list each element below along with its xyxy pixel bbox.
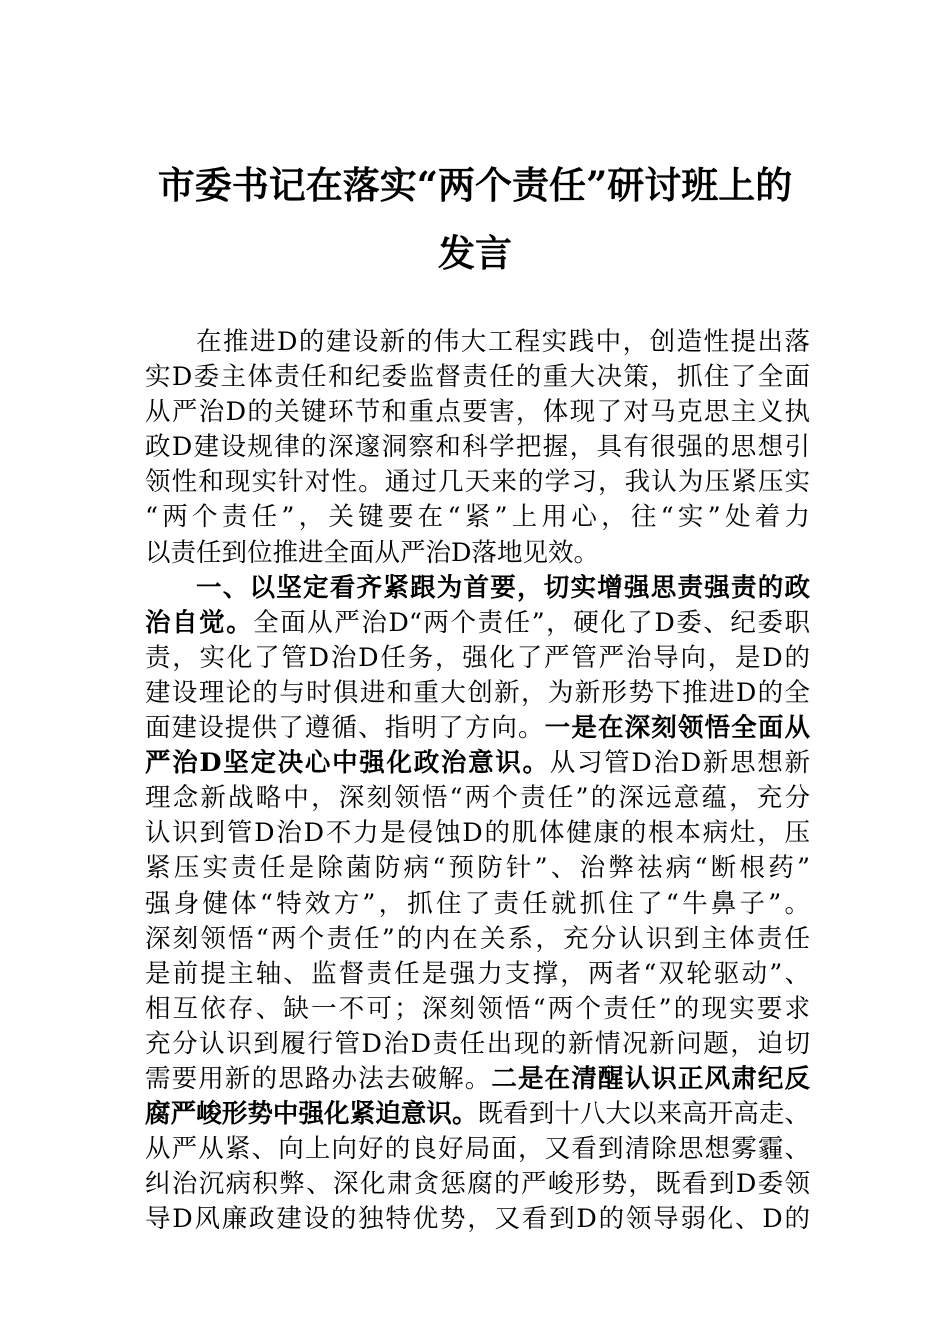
text-line — [145, 641, 810, 676]
text-line — [145, 922, 810, 957]
text-segment: 深刻领悟“两个责任”的内在关系，充分认识到主体责任 — [145, 923, 810, 954]
text-line — [145, 500, 810, 535]
text-line — [145, 992, 810, 1027]
text-segment: 充分认识到履行管D治D责任出现的新情况新问题，迫切 — [145, 1028, 810, 1059]
text-segment: 建设理论的与时俱进和重大创新，为新形势下推进D的全 — [145, 677, 810, 708]
text-segment: 以责任到位推进全面从严治D落地见效。 — [145, 537, 599, 568]
document-title-line-2: 发言 — [438, 231, 512, 275]
text-line — [145, 1027, 810, 1062]
text-line — [145, 676, 810, 711]
text-line — [145, 571, 810, 606]
text-segment: 从严治D的关键环节和重点要害，体现了对马克思主义执 — [145, 397, 810, 428]
text-segment: 是前提主轴、监督责任是强力支撑，两者“双轮驱动”、 — [145, 958, 810, 989]
text-line — [145, 395, 810, 430]
text-segment: 强身健体“特效方”，抓住了责任就抓住了“牛鼻子”。 — [145, 888, 810, 919]
text-line — [145, 887, 810, 922]
text-segment: 领性和现实针对性。通过几天来的学习，我认为压紧压实 — [145, 467, 810, 498]
text-segment: 既看到十八大以来高开高走、 — [477, 1099, 810, 1130]
text-line — [145, 1097, 810, 1132]
text-line — [145, 465, 810, 500]
bold-text-segment: 一、以坚定看齐紧跟为首要，切实增强思责强责的政 — [196, 572, 810, 603]
text-line — [145, 746, 810, 781]
text-line — [145, 536, 810, 571]
text-segment: 认识到管D治D不力是侵蚀D的肌体健康的根本病灶，压 — [145, 818, 810, 849]
document-title-line-1: 市委书记在落实“两个责任”研讨班上的 — [157, 163, 793, 207]
text-segment: 导D风廉政建设的独特优势，又看到D的领导弱化、D的 — [145, 1204, 810, 1235]
text-line — [145, 606, 810, 641]
text-line — [145, 430, 810, 465]
text-segment: 在推进D的建设新的伟大工程实践中，创造性提出落 — [196, 327, 810, 357]
text-line — [145, 851, 810, 886]
text-segment: 责，实化了管D治D任务，强化了严管严治导向，是D的 — [145, 642, 810, 673]
text-segment: “两个责任”，关键要在“紧”上用心，往“实”处着力 — [145, 502, 810, 533]
text-line — [145, 781, 810, 816]
text-segment: 政D建设规律的深邃洞察和科学把握，具有很强的思想引 — [145, 432, 810, 463]
document-body — [145, 325, 810, 1237]
text-segment: 从习管D治D新思想新 — [549, 748, 810, 779]
text-line — [145, 1062, 810, 1097]
text-line — [145, 1132, 810, 1167]
bold-text-segment: 二是在清醒认识正风肃纪反 — [491, 1063, 810, 1094]
text-line — [145, 711, 810, 746]
text-segment: 理念新战略中，深刻领悟“两个责任”的深远意蕴，充分 — [145, 783, 810, 814]
text-line — [145, 1167, 810, 1202]
bold-text-segment: 严治D坚定决心中强化政治意识。 — [145, 748, 550, 779]
text-segment: 需要用新的思路办法去破解。 — [145, 1063, 492, 1094]
text-segment: 从严从紧、向上向好的良好局面，又看到清除思想雾霾、 — [145, 1134, 810, 1165]
text-line — [145, 325, 810, 360]
text-segment: 纠治沉病积弊、深化肃贪惩腐的严峻形势，既看到D委领 — [145, 1169, 810, 1200]
text-line — [145, 816, 810, 851]
text-segment: 相互依存、缺一不可；深刻领悟“两个责任”的现实要求 — [145, 993, 810, 1024]
text-line — [145, 957, 810, 992]
text-segment: 全面从严治D“两个责任”，硬化了D委、纪委职 — [253, 607, 810, 638]
bold-text-segment: 腐严峻形势中强化紧迫意识。 — [145, 1099, 478, 1130]
text-line — [145, 360, 810, 395]
text-segment: 实D委主体责任和纪委监督责任的重大决策，抓住了全面 — [145, 362, 810, 393]
text-line — [145, 1202, 810, 1237]
bold-text-segment: 治自觉。 — [145, 607, 254, 638]
text-segment: 紧压实责任是除菌防病“预防针”、治弊祛病“断根药” — [145, 853, 810, 884]
bold-text-segment: 一是在深刻领悟全面从 — [544, 713, 810, 744]
text-segment: 面建设提供了遵循、指明了方向。 — [145, 713, 545, 744]
